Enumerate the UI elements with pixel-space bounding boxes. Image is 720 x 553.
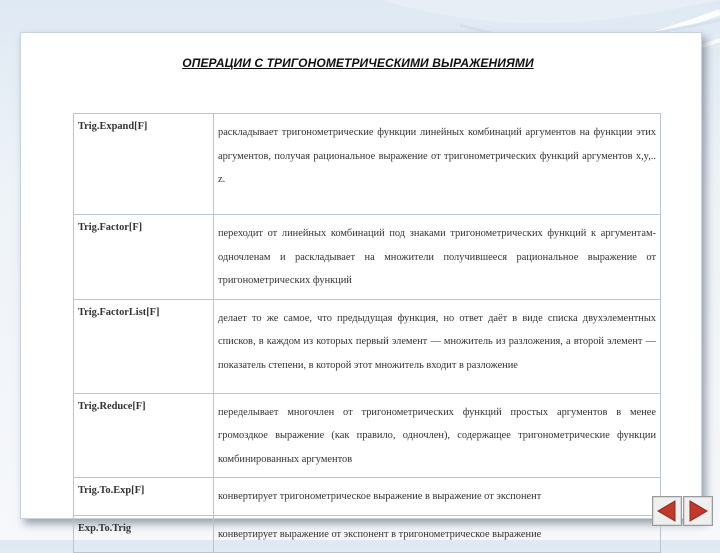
function-description: конвертирует тригонометрическое выражение в выражение от экспонент [214, 478, 661, 516]
page-title [0, 56, 720, 70]
function-description: конвертирует выражение от экспонент в тригонометрическое выражение [214, 515, 661, 553]
next-slide-button[interactable] [683, 496, 713, 526]
table-row [74, 299, 661, 393]
function-name: Trig.Factor[F] [74, 215, 214, 300]
operations-table [73, 113, 661, 553]
table-row [74, 215, 661, 300]
table-row [74, 515, 661, 553]
page-title-text: ОПЕРАЦИИ С ТРИГОНОМЕТРИЧЕСКИМИ ВЫРАЖЕНИЯМИ [182, 56, 534, 70]
prev-slide-button[interactable] [652, 496, 682, 526]
function-name: Trig.Reduce[F] [74, 393, 214, 478]
arrow-right-icon [683, 496, 713, 526]
arrow-left-icon [652, 496, 682, 526]
function-description: переделывает многочлен от тригонометрических функций простых аргументов в менее громоздкое выражение (как правило, одночлен), содержащее тригонометрические функции комбинированных аргументов [214, 393, 661, 478]
function-name: Trig.FactorList[F] [74, 299, 214, 393]
function-name: Trig.Expand[F] [74, 114, 214, 215]
function-description: переходит от линейных комбинаций под знаками тригонометрических функций к аргументам-одночленам и раскладывает на множители получившееся рациональное выражение от тригонометрических функций [214, 215, 661, 300]
function-name: Exp.To.Trig [74, 515, 214, 553]
function-description: раскладывает тригонометрические функции линейных комбинаций аргументов на функции этих аргументов, получая рациональное выражение от тригонометрических функций аргументов x,y,.. z. [214, 114, 661, 215]
table-row [74, 393, 661, 478]
function-description: делает то же самое, что предыдущая функция, но ответ даёт в виде списка двухэлементных списков, в каждом из которых первый элемент — множитель из разложения, а второй элемент — показатель степени, в которой этот множитель входит в разложение [214, 299, 661, 393]
table-row [74, 114, 661, 215]
table-row [74, 478, 661, 516]
function-name: Trig.To.Exp[F] [74, 478, 214, 516]
